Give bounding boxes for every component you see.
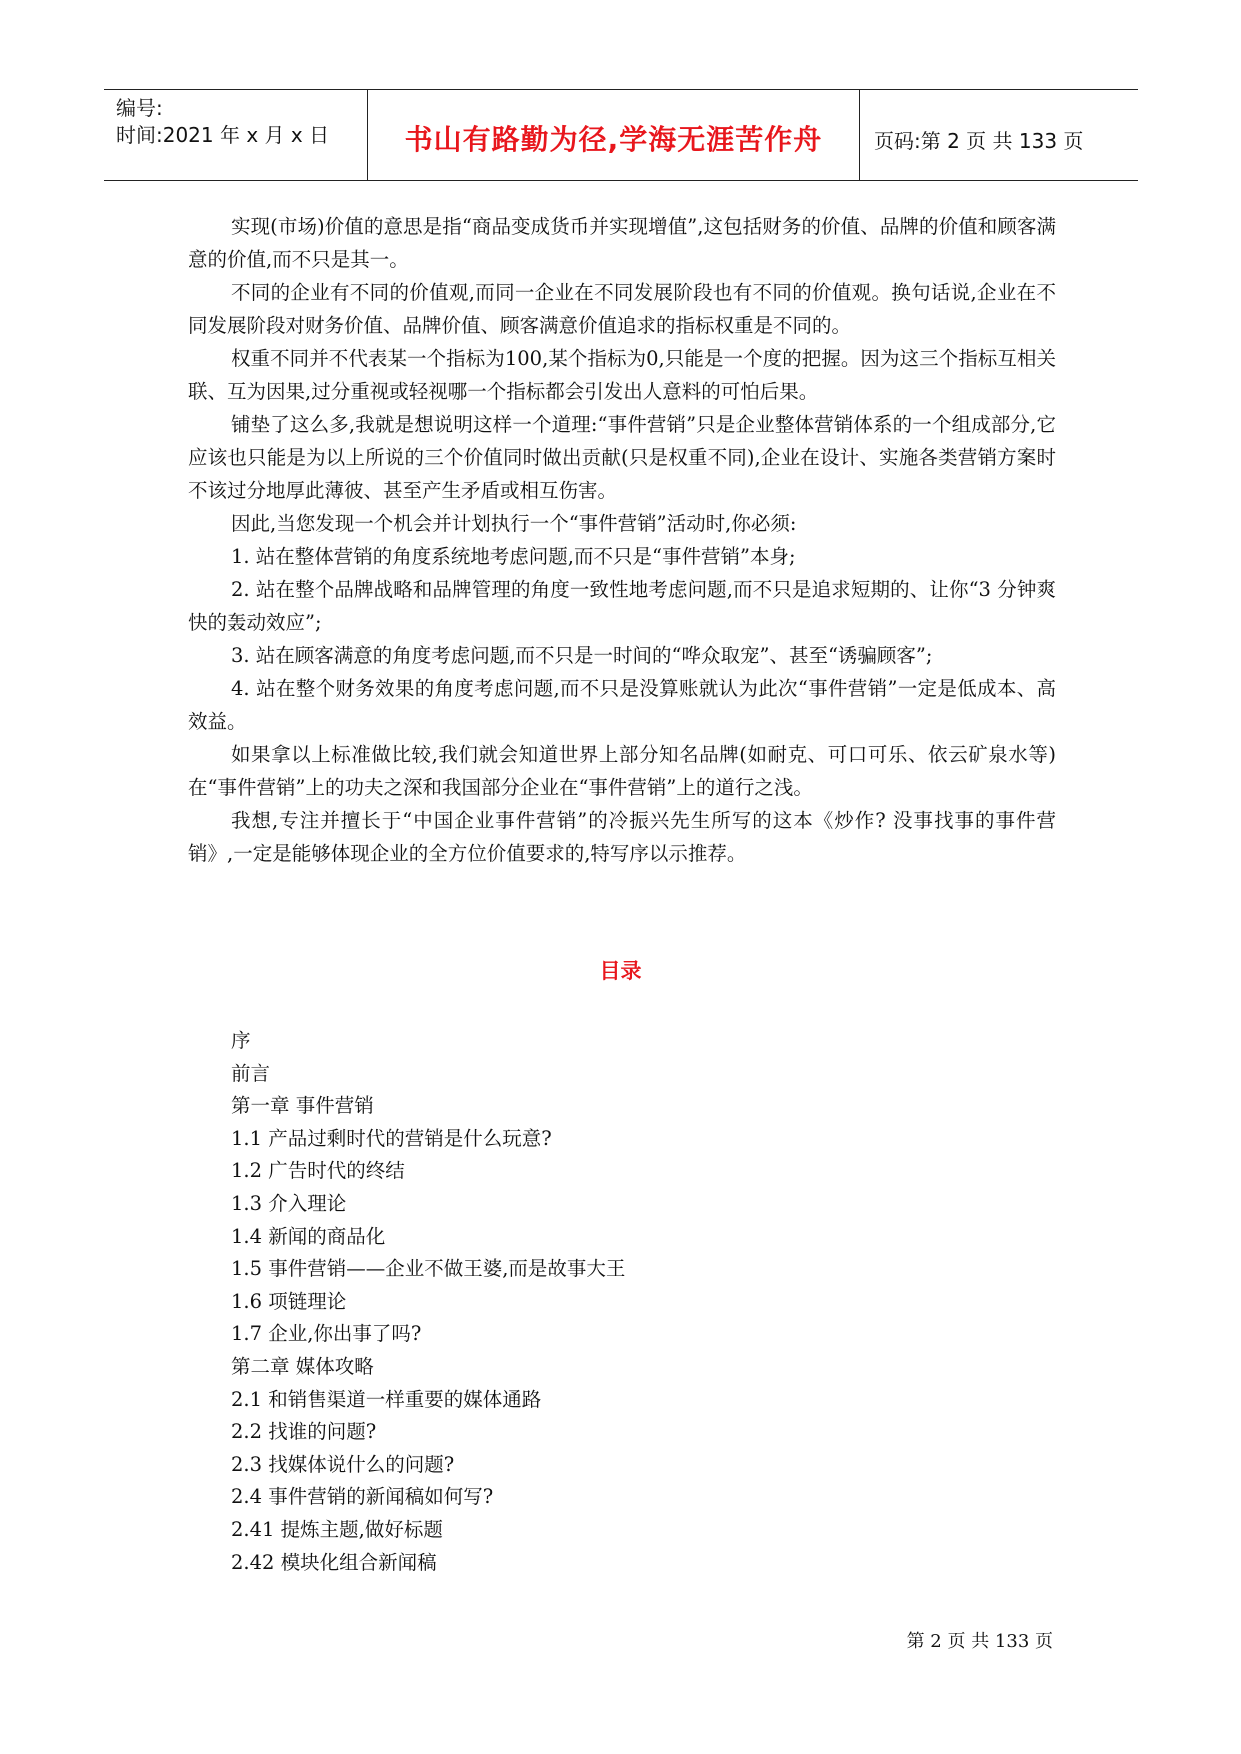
toc-item: 2.4 事件营销的新闻稿如何写? [231,1485,494,1509]
header-motto-cell [368,90,860,180]
toc-item: 2.2 找谁的问题? [231,1420,377,1444]
toc-item: 1.5 事件营销——企业不做王婆,而是故事大王 [231,1257,626,1281]
toc-item: 序 [231,1029,251,1052]
toc-item: 2.1 和销售渠道一样重要的媒体通路 [231,1387,542,1411]
toc-item: 1.1 产品过剩时代的营销是什么玩意? [231,1126,552,1150]
paragraph: 权重不同并不代表某一个指标为100,某个指标为0,只能是一个度的把握。因为这三个指标互相关联、互为因果,过分重视或轻视哪一个指标都会引发出人意料的可怕后果。 [188,347,1056,403]
toc-item: 2.3 找媒体说什么的问题? [231,1452,455,1476]
paragraph: 铺垫了这么多,我就是想说明这样一个道理:“事件营销”只是企业整体营销体系的一个组成部分,它应该也只能是为以上所说的三个价值同时做出贡献(只是权重不同),企业在设计、实施各类营销方案时不该过分地厚此薄彼、甚至产生矛盾或相互伤害。 [188,413,1056,502]
page-header [104,89,1138,181]
toc-item: 前言 [231,1061,271,1085]
toc-item: 1.6 项链理论 [231,1289,347,1313]
paragraph: 我想,专注并擅长于“中国企业事件营销”的冷振兴先生所写的这本《炒作? 没事找事的事件营销》,一定是能够体现企业的全方位价值要求的,特写序以示推荐。 [188,809,1056,865]
toc-title: 目录 [599,959,642,983]
list-item: 3. 站在顾客满意的角度考虑问题,而不只是一时间的“哗众取宠”、甚至“诱骗顾客”; [231,644,933,667]
toc-item: 1.2 广告时代的终结 [231,1159,405,1183]
body-text [188,210,1056,870]
toc-item: 1.3 介入理论 [231,1191,347,1215]
toc-item: 第一章 事件营销 [231,1094,374,1118]
toc-item: 2.42 模块化组合新闻稿 [231,1550,437,1574]
paragraph: 不同的企业有不同的价值观,而同一企业在不同发展阶段也有不同的价值观。换句话说,企业在不同发展阶段对财务价值、品牌价值、顾客满意价值追求的指标权重是不同的。 [188,281,1056,337]
paragraph: 实现(市场)价值的意思是指“商品变成货币并实现增值”,这包括财务的价值、品牌的价值和顾客满意的价值,而不只是其一。 [188,215,1056,271]
header-page-number: 页码:第 2 页 共 133 页 [874,129,1084,153]
toc-item: 2.41 提炼主题,做好标题 [231,1517,443,1541]
serial-number-label: 编号: [116,96,163,120]
toc-item: 1.4 新闻的商品化 [231,1224,386,1248]
toc-item: 第二章 媒体攻略 [231,1354,374,1378]
paragraph: 因此,当您发现一个机会并计划执行一个“事件营销”活动时,你必须: [231,512,797,535]
list-item: 2. 站在整个品牌战略和品牌管理的角度一致性地考虑问题,而不只是追求短期的、让你“3 分钟爽快的轰动效应”; [188,578,1056,634]
header-page-cell [860,90,1138,180]
time-label: 时间:2021 年 x 月 x 日 [116,123,330,147]
table-of-contents [231,1025,625,1579]
header-meta-cell [104,90,368,180]
header-motto: 书山有路勤为径,学海无涯苦作舟 [404,123,823,156]
list-item: 4. 站在整个财务效果的角度考虑问题,而不只是没算账就认为此次“事件营销”一定是低成本、高效益。 [188,677,1056,733]
toc-item: 1.7 企业,你出事了吗? [231,1322,422,1346]
paragraph: 如果拿以上标准做比较,我们就会知道世界上部分知名品牌(如耐克、可口可乐、依云矿泉水等)在“事件营销”上的功夫之深和我国部分企业在“事件营销”上的道行之浅。 [188,743,1056,799]
footer-page-number: 第 2 页 共 133 页 [906,1631,1053,1652]
list-item: 1. 站在整体营销的角度系统地考虑问题,而不只是“事件营销”本身; [231,545,796,568]
